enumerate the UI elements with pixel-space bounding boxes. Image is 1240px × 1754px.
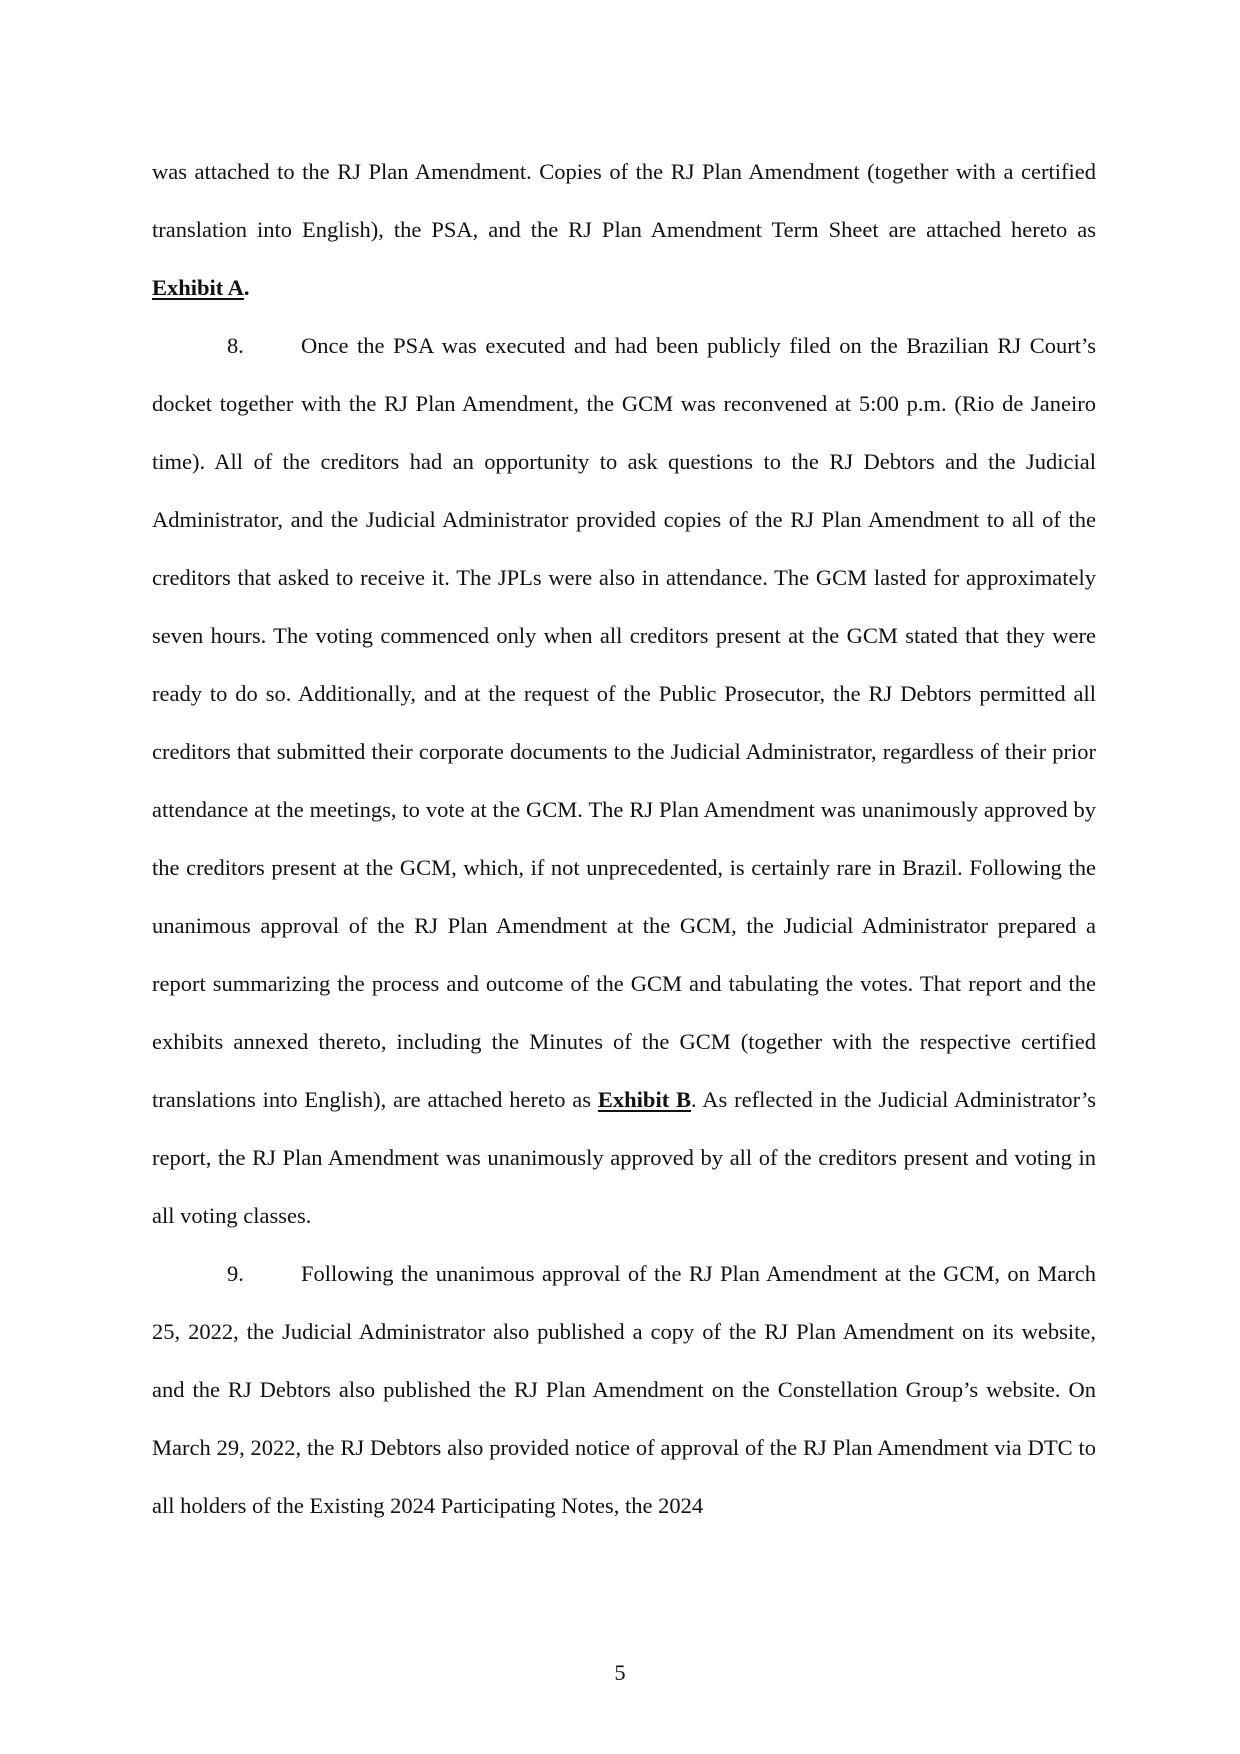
page-number: 5 xyxy=(614,1660,626,1685)
paragraph-8 xyxy=(152,317,1096,1245)
paragraph-number: 8. xyxy=(227,333,244,358)
paragraph-text: . As reflected in the Judicial Administrator’s report, the RJ Plan Amendment was unanimously approved by all of the creditors present and voting in all voting classes. xyxy=(152,1087,1096,1228)
exhibit-b-reference: Exhibit B xyxy=(597,1087,692,1112)
paragraph-number: 9. xyxy=(227,1261,244,1286)
paragraph-9 xyxy=(152,1245,1096,1535)
document-body xyxy=(152,143,1096,1535)
paragraph-text: Once the PSA was executed and had been publicly filed on the Brazilian RJ Court’s docket together with the RJ Plan Amendment, the GCM was reconvened at 5:00 p.m. (Rio de Janeiro time). All of the creditors had an opportunity to ask questions to the RJ Debtors and the Judicial Administrator, and the Judicial Administrator provided copies of the RJ Plan Amendment to all of the creditors that asked to receive it. The JPLs were also in attendance. The GCM lasted for approximately seven hours. The voting commenced only when all creditors present at the GCM stated that they were ready to do so. Additionally, and at the request of the Public Prosecutor, the RJ Debtors permitted all creditors that submitted their corporate documents to the Judicial Administrator, regardless of their prior attendance at the meetings, to vote at the GCM. The RJ Plan Amendment was unanimously approved by the creditors present at the GCM, which, if not unprecedented, is certainly rare in Brazil. Following the unanimous approval of the RJ Plan Amendment at the GCM, the Judicial Administrator prepared a report summarizing the process and outcome of the GCM and tabulating the votes. That report and the exhibits annexed thereto, including the Minutes of the GCM (together with the respective certified translations into English), are attached hereto as xyxy=(152,333,1096,1112)
paragraph-text: Following the unanimous approval of the RJ Plan Amendment at the GCM, on March 25, 2022, the Judicial Administrator also published a copy of the RJ Plan Amendment on its website, and the RJ Debtors also published the RJ Plan Amendment on the Constellation Group’s website. On March 29, 2022, the RJ Debtors also provided notice of approval of the RJ Plan Amendment via DTC to all holders of the Existing 2024 Participating Notes, the 2024 xyxy=(152,1261,1096,1518)
paragraph-text: was attached to the RJ Plan Amendment. Copies of the RJ Plan Amendment (together with a certified translation into English), the PSA, and the RJ Plan Amendment Term Sheet are attached hereto as xyxy=(152,159,1096,242)
exhibit-a-reference: Exhibit A xyxy=(152,275,244,300)
paragraph-text: . xyxy=(243,275,250,300)
paragraph-continued xyxy=(152,143,1096,317)
